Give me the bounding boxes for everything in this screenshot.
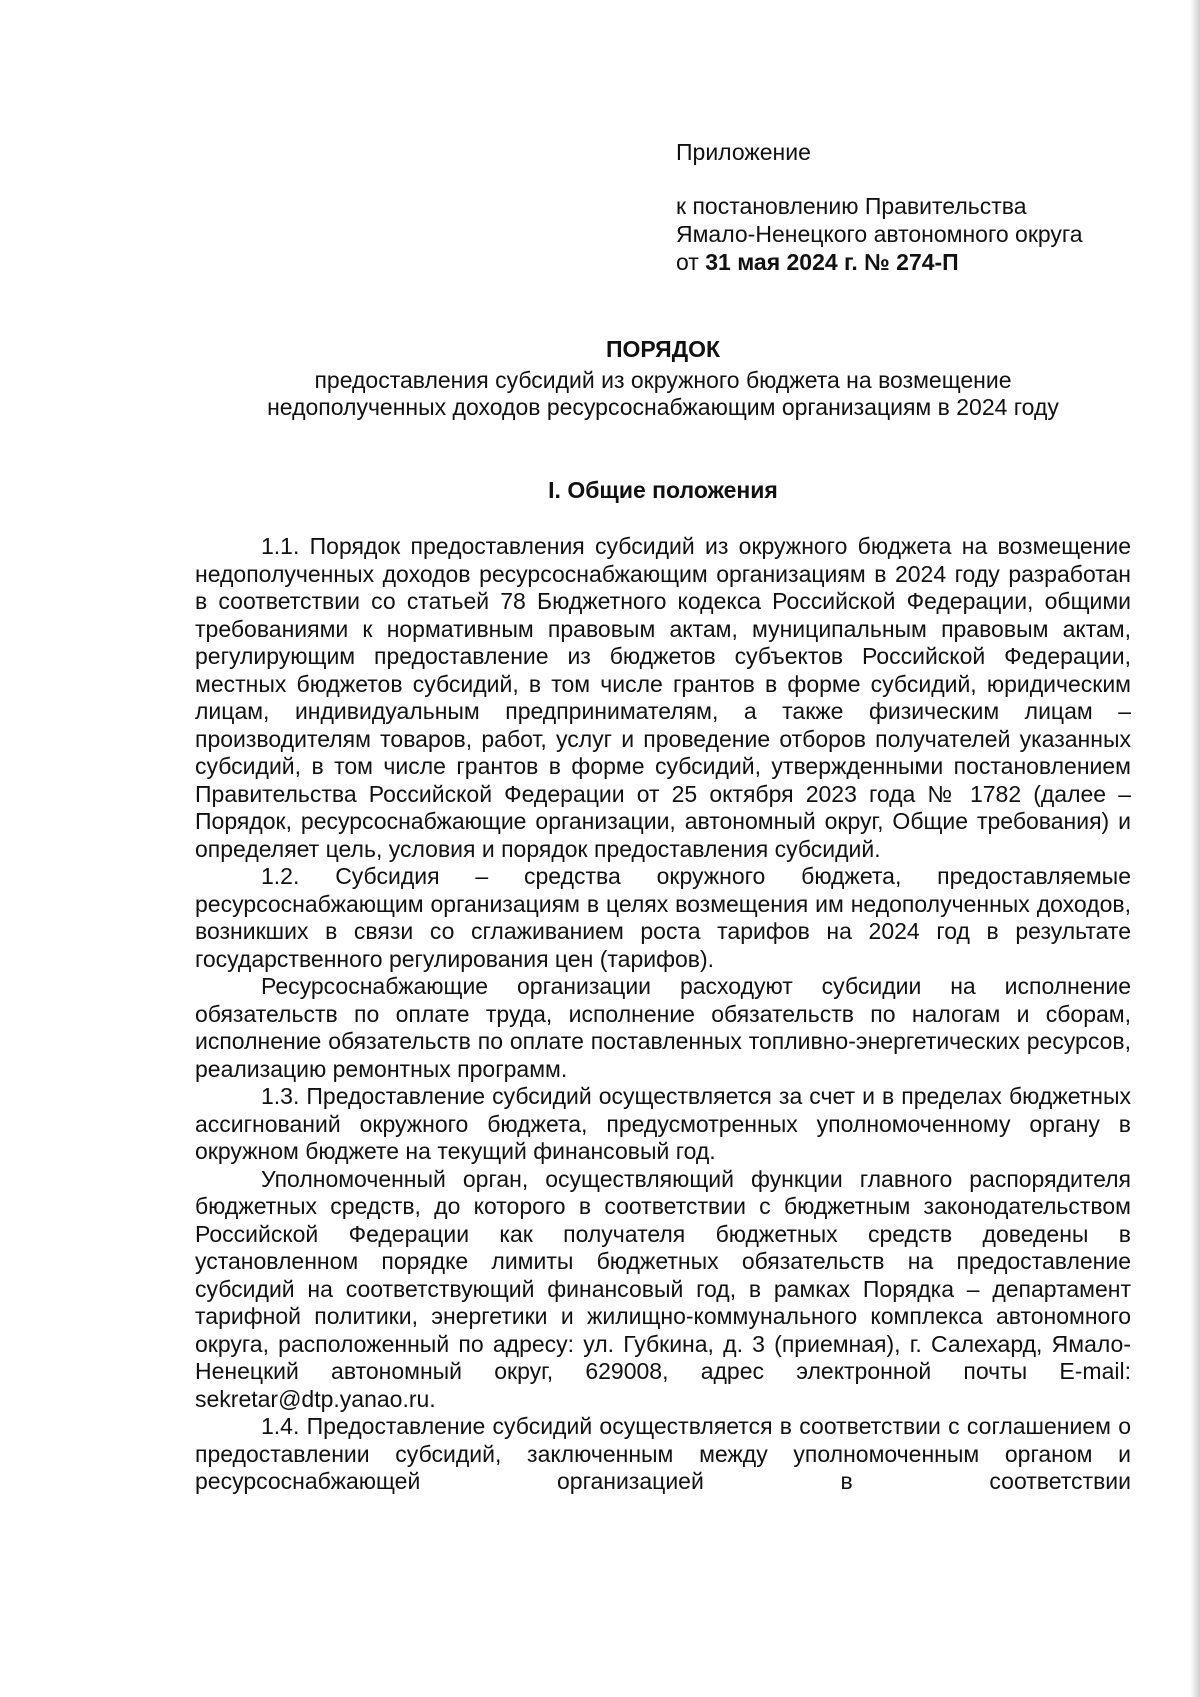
- paragraph-1-4: 1.4. Предоставление субсидий осуществляется в соответствии с соглашением о предоставлении субсидий, заключенным между уполномоченным органом и ресурсоснабжающей организацией в соответствии: [195, 1413, 1131, 1494]
- document-subtitle-line-2: недополученных доходов ресурсоснабжающим организациям в 2024 году: [267, 394, 1059, 420]
- paragraph-1-2-expenses: Ресурсоснабжающие организации расходуют субсидии на исполнение обязательств по оплате труда, исполнение обязательств по налогам и сборам, исполнение обязательств по оплате поставленных топливно-энергетических ресурсов, реализацию ремонтных программ.: [195, 973, 1131, 1082]
- paragraph-1-3-authorized-body: Уполномоченный орган, осуществляющий функции главного распорядителя бюджетных средств, до которого в соответствии с бюджетным законодательством Российской Федерации как получателя бюджетных средств доведены в установленном порядке лимиты бюджетных обязательств на предоставление субсидий на соответствующий финансовый год, в рамках Порядка – департамент тарифной политики, энергетики и жилищно-коммунального комплекса автономного округа, расположенный по адресу: ул. Губкина, д. 3 (приемная), г. Салехард, Ямало-Ненецкий автономный округ, 629008, адрес электронной почты E-mail: sekretar@dtp.yanao.ru.: [195, 1165, 1131, 1412]
- appendix-line-2: Ямало-Ненецкого автономного округа: [676, 221, 1083, 247]
- page-edge-shadow: [1190, 0, 1200, 1697]
- appendix-block: [676, 138, 1083, 276]
- paragraph-1-3: 1.3. Предоставление субсидий осуществляется за счет и в пределах бюджетных ассигнований окружного бюджета, предусмотренных уполномоченному органу в окружном бюджете на текущий финансовый год.: [195, 1083, 1131, 1164]
- appendix-date-prefix: от: [676, 249, 706, 275]
- appendix-date-line: [676, 248, 1083, 276]
- appendix-line-1: к постановлению Правительства: [676, 193, 1027, 219]
- section-heading: I. Общие положения: [548, 477, 778, 503]
- document-subtitle-line-1: предоставления субсидий из окружного бюджета на возмещение: [314, 367, 1012, 393]
- appendix-heading: Приложение: [676, 139, 811, 165]
- document-body: [195, 533, 1131, 1496]
- appendix-date-number: 31 мая 2024 г. № 274-П: [705, 249, 959, 275]
- paragraph-1-1: 1.1. Порядок предоставления субсидий из окружного бюджета на возмещение недополученных доходов ресурсоснабжающим организациям в 2024 году разработан в соответствии со статьей 78 Бюджетного кодекса Российской Федерации, общими требованиями к нормативным правовым актам, муниципальным правовым актам, регулирующим предоставление из бюджетов субъектов Российской Федерации, местных бюджетов субсидий, в том числе грантов в форме субсидий, юридическим лицам, индивидуальным предпринимателям, а также физическим лицам – производителям товаров, работ, услуг и проведение отборов получателей указанных субсидий, в том числе грантов в форме субсидий, утвержденными постановлением Правительства Российской Федерации от 25 октября 2023 года № 1782 (далее – Порядок, ресурсоснабжающие организации, автономный округ, Общие требования) и определяет цель, условия и порядок предоставления субсидий.: [195, 533, 1131, 862]
- paragraph-1-2: 1.2. Субсидия – средства окружного бюджета, предоставляемые ресурсоснабжающим организациям в целях возмещения им недополученных доходов, возникших в связи со сглаживанием роста тарифов на 2024 год в результате государственного регулирования цен (тарифов).: [195, 863, 1131, 972]
- document-title: ПОРЯДОК: [605, 336, 721, 362]
- document-title-block: [190, 336, 1136, 421]
